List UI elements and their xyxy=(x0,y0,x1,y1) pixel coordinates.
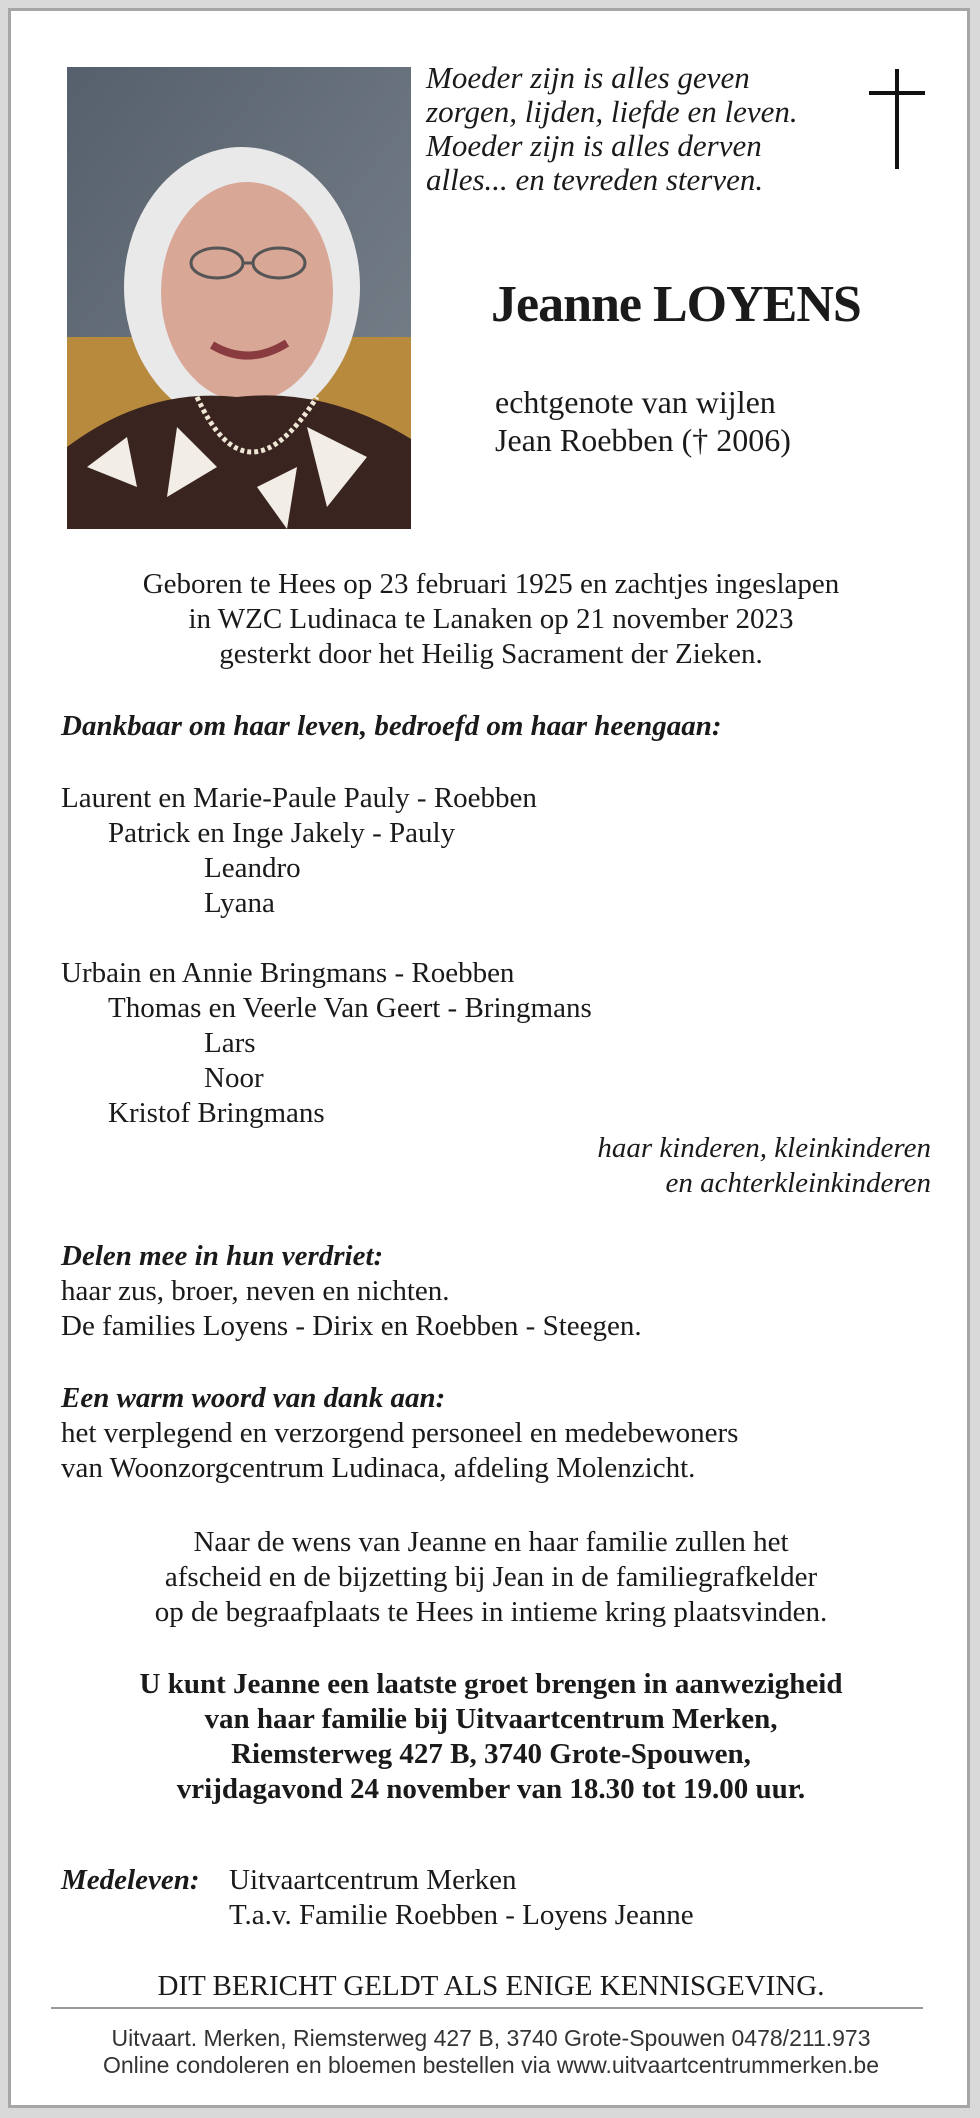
family-member: Leandro xyxy=(204,852,301,884)
condolence-label: Medeleven: xyxy=(61,1864,200,1896)
birth-line: in WZC Ludinaca te Lanaken op 21 november 2023 xyxy=(188,603,794,635)
wish-line: Naar de wens van Jeanne en haar familie zullen het xyxy=(193,1526,789,1558)
family-note: haar kinderen, kleinkinderen xyxy=(597,1132,931,1164)
family-member: Urbain en Annie Bringmans - Roebben xyxy=(61,957,515,989)
condolence-line: Uitvaartcentrum Merken xyxy=(229,1864,517,1896)
family-member: Lyana xyxy=(204,887,275,919)
visit-line: U kunt Jeanne een laatste groet brengen in aanwezigheid xyxy=(139,1668,843,1700)
notice: DIT BERICHT GELDT ALS ENIGE KENNISGEVING. xyxy=(157,1970,825,2002)
spouse-info xyxy=(495,383,791,459)
wish-line: op de begraafplaats te Hees in intieme kring plaatsvinden. xyxy=(154,1596,828,1628)
poem xyxy=(426,61,846,197)
obituary-card xyxy=(8,8,970,2108)
family-member: Noor xyxy=(204,1062,264,1094)
portrait-photo xyxy=(67,67,411,529)
poem-line: Moeder zijn is alles geven xyxy=(426,60,750,95)
grief-heading: Delen mee in hun verdriet: xyxy=(61,1240,384,1272)
grief-line: haar zus, broer, neven en nichten. xyxy=(61,1275,450,1307)
thanks-line: van Woonzorgcentrum Ludinaca, afdeling Molenzicht. xyxy=(61,1452,696,1484)
footer-address: Uitvaart. Merken, Riemsterweg 427 B, 3740 Grote-Spouwen 0478/211.973 xyxy=(111,2025,871,2051)
spouse-line: Jean Roebben († 2006) xyxy=(495,422,791,458)
family-member: Kristof Bringmans xyxy=(108,1097,325,1129)
visit-line: Riemsterweg 427 B, 3740 Grote-Spouwen, xyxy=(231,1738,751,1770)
footer-website: Online condoleren en bloemen bestellen via www.uitvaartcentrummerken.be xyxy=(102,2052,880,2078)
condolence-line: T.a.v. Familie Roebben - Loyens Jeanne xyxy=(229,1899,694,1931)
poem-line: zorgen, lijden, liefde en leven. xyxy=(426,94,798,129)
grateful-heading: Dankbaar om haar leven, bedroefd om haar heengaan: xyxy=(61,710,722,742)
birth-line: Geboren te Hees op 23 februari 1925 en zachtjes ingeslapen xyxy=(142,568,840,600)
visit-line: vrijdagavond 24 november van 18.30 tot 19.00 uur. xyxy=(176,1773,806,1805)
family-member: Patrick en Inge Jakely - Pauly xyxy=(108,817,456,849)
cross-icon xyxy=(869,69,925,169)
thanks-line: het verplegend en verzorgend personeel en medebewoners xyxy=(61,1417,739,1449)
birth-line: gesterkt door het Heilig Sacrament der Zieken. xyxy=(219,638,763,670)
family-member: Thomas en Veerle Van Geert - Bringmans xyxy=(108,992,592,1024)
portrait-illustration xyxy=(67,67,411,529)
poem-line: alles... en tevreden sterven. xyxy=(426,162,764,197)
visit-line: van haar familie bij Uitvaartcentrum Merken, xyxy=(204,1703,778,1735)
thanks-heading: Een warm woord van dank aan: xyxy=(61,1382,446,1414)
family-member: Lars xyxy=(204,1027,256,1059)
wish-line: afscheid en de bijzetting bij Jean in de familiegrafkelder xyxy=(164,1561,818,1593)
family-note: en achterkleinkinderen xyxy=(665,1167,931,1199)
poem-line: Moeder zijn is alles derven xyxy=(426,128,762,163)
spouse-line: echtgenote van wijlen xyxy=(495,384,776,420)
family-member: Laurent en Marie-Paule Pauly - Roebben xyxy=(61,782,537,814)
grief-line: De families Loyens - Dirix en Roebben - Steegen. xyxy=(61,1310,642,1342)
deceased-name: Jeanne LOYENS xyxy=(491,276,861,333)
footer-divider xyxy=(51,2007,923,2009)
